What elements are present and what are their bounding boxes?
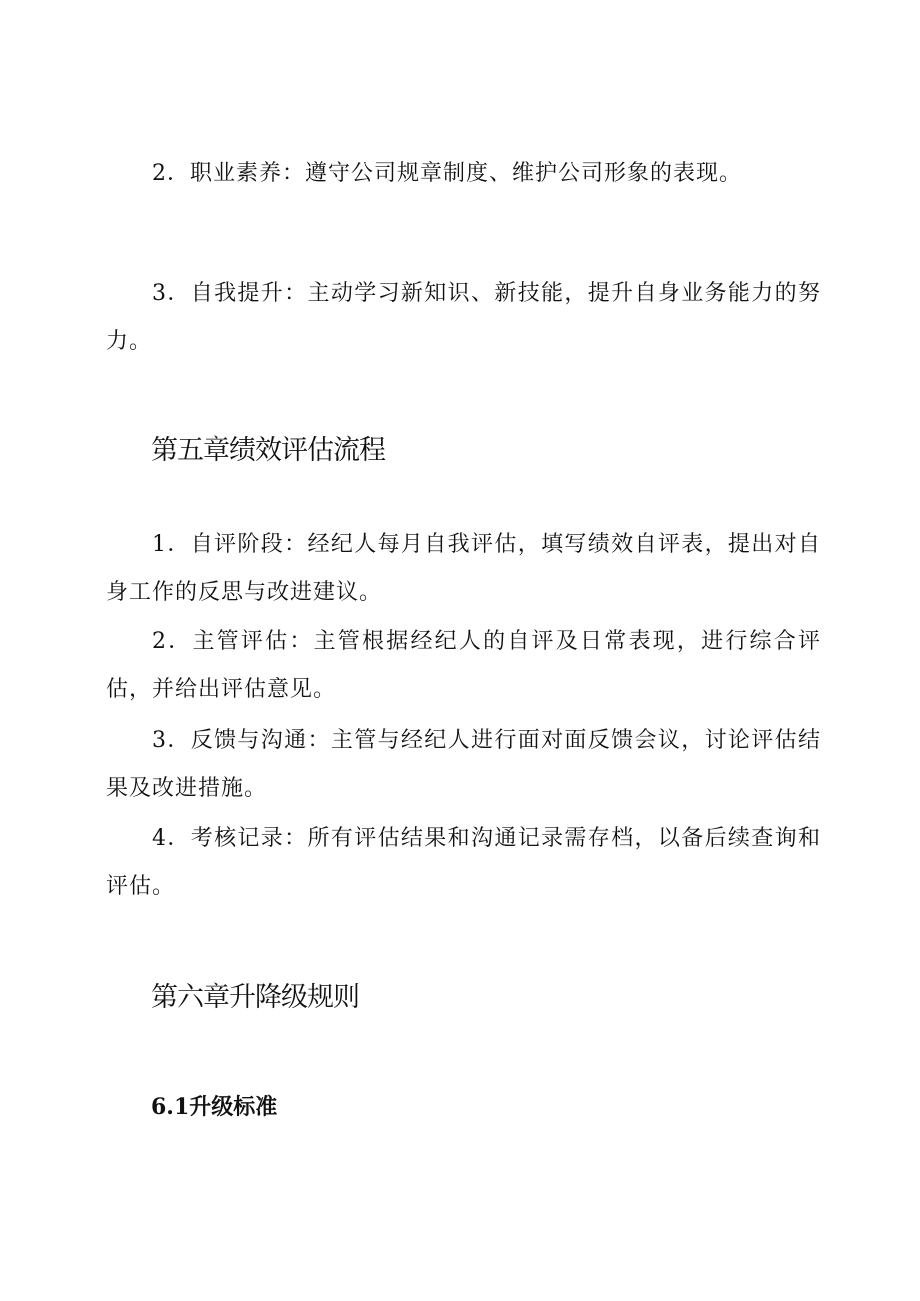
list-item-feedback-communication: 3．反馈与沟通：主管与经纪人进行面对面反馈会议，讨论评估结果及改进措施。 <box>106 728 821 801</box>
list-item-professional-quality: 2．职业素养：遵守公司规章制度、维护公司形象的表现。 <box>152 161 742 186</box>
list-item-supervisor-evaluation: 2．主管评估：主管根据经纪人的自评及日常表现，进行综合评估，并给出评估意见。 <box>106 629 821 702</box>
list-item-assessment-record: 4．考核记录：所有评估结果和沟通记录需存档，以备后续查询和评估。 <box>106 826 821 899</box>
list-item-self-improvement: 3．自我提升：主动学习新知识、新技能，提升自身业务能力的努力。 <box>106 281 821 354</box>
chapter-5-heading: 第五章绩效评估流程 <box>151 435 385 466</box>
chapter-6-heading: 第六章升降级规则 <box>151 982 359 1013</box>
list-item-self-evaluation: 1．自评阶段：经纪人每月自我评估，填写绩效自评表，提出对自身工作的反思与改进建议。 <box>106 532 821 605</box>
section-6-1-heading: 6.1升级标准 <box>151 1094 278 1120</box>
